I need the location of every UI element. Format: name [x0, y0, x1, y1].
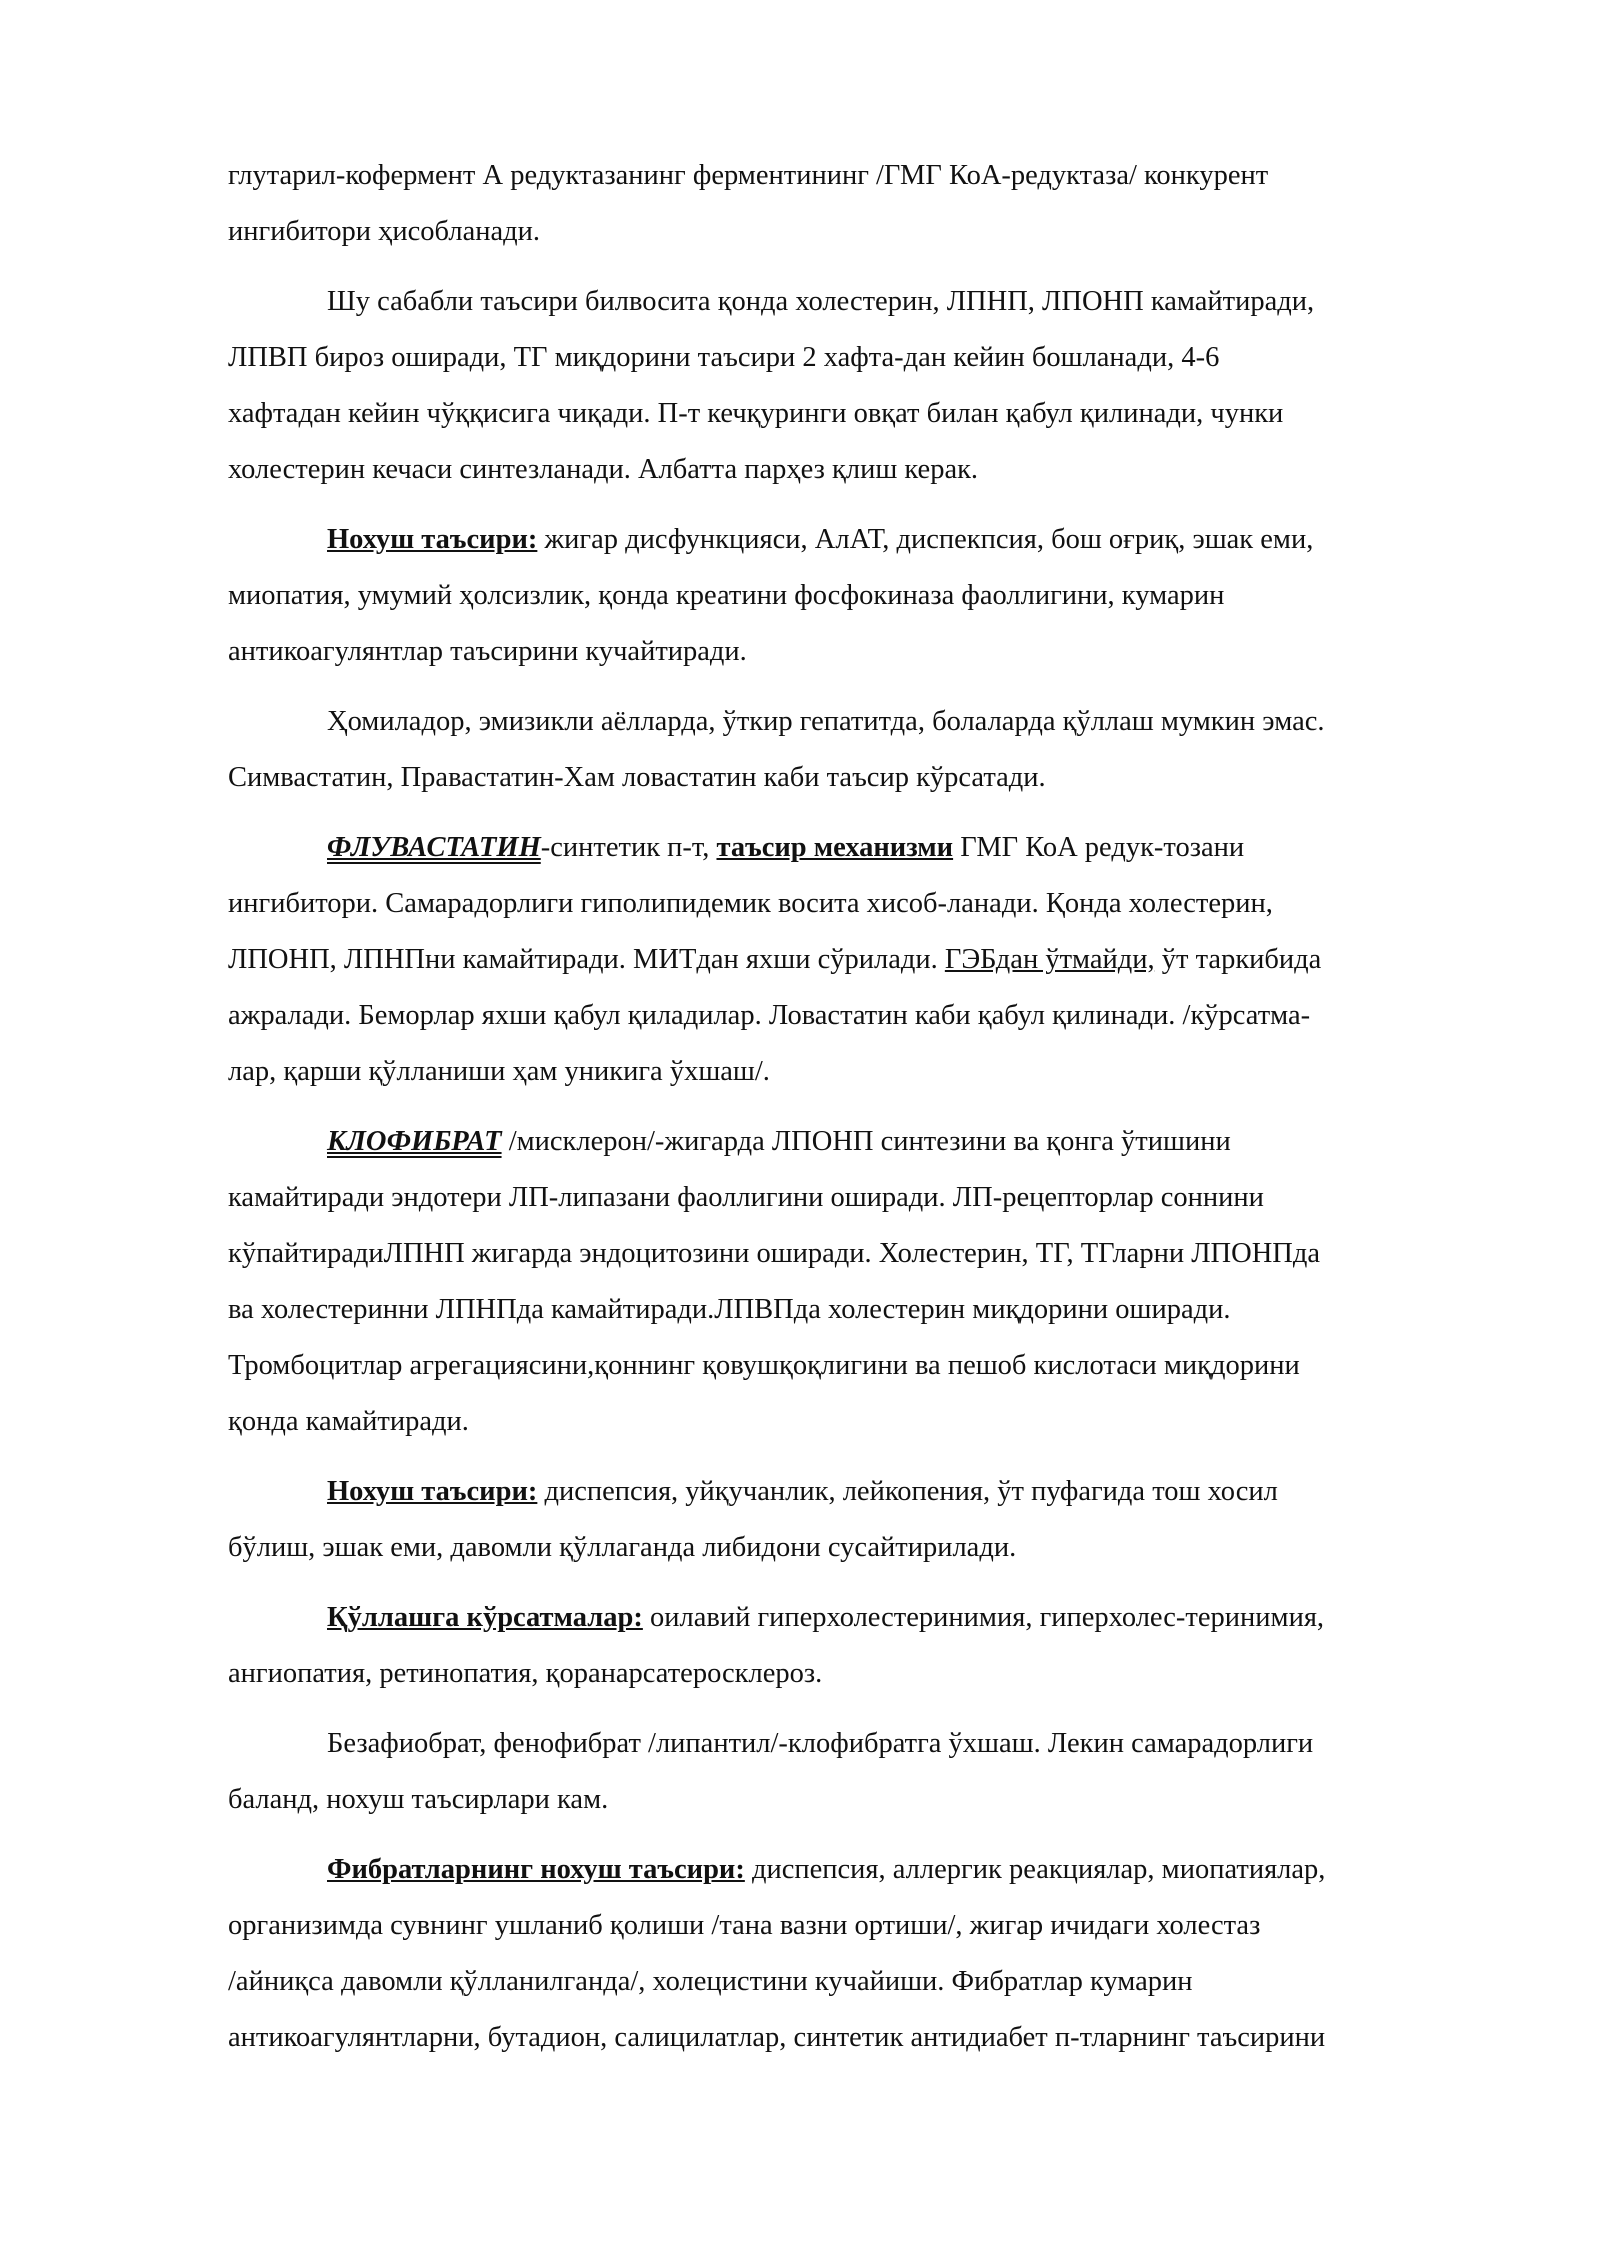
paragraph-side-effects-2	[228, 1464, 1473, 1576]
text-line: Ҳомиладор, эмизикли аёлларда, ўткир гепатитда, болаларда қўллаш мумкин эмас.	[327, 706, 1325, 737]
text-segment: жигар дисфункцияси, АлАТ, диспекпсия, бош оғриқ, эшак еми,	[537, 524, 1314, 555]
text-line: холестерин кечаси синтезланади. Албатта парҳез қлиш керак.	[228, 454, 979, 485]
text-line: Тромбоцитлар агрегациясини,қоннинг қовушқоқлигини ва пешоб кислотаси миқдорини	[228, 1350, 1300, 1381]
text-line: миопатия, умумий ҳолсизлик, қонда креатини фосфокиназа фаоллигини, кумарин	[228, 580, 1225, 611]
text-line: ангиопатия, ретинопатия, қоранарсатеросклероз.	[228, 1658, 823, 1689]
text-line: ингибитори. Самарадорлиги гиполипидемик восита хисоб-ланади. Қонда холестерин,	[228, 888, 1273, 919]
text-line	[228, 820, 1473, 876]
text-line	[228, 1842, 1473, 1898]
document-page	[228, 148, 1473, 2080]
text-segment: -синтетик п-т,	[540, 832, 717, 863]
text-line	[228, 1114, 1473, 1170]
side-effects-heading: Нохуш таъсири:	[327, 524, 538, 555]
text-line: /айниқса давомли қўлланилганда/, холецистини кучайиши. Фибратлар кумарин	[228, 1966, 1193, 1997]
text-line: антикоагулянтларни, бутадион, салицилатлар, синтетик антидиабет п-тларнинг таъсирини	[228, 2022, 1326, 2053]
text-line	[228, 512, 1473, 568]
text-line: баланд, нохуш таъсирлари кам.	[228, 1784, 609, 1815]
paragraph-bezafibrate	[228, 1716, 1473, 1828]
paragraph-contraindications	[228, 694, 1473, 806]
text-line: Безафиобрат, фенофибрат /липантил/-клофибратга ўхшаш. Лекин самарадорлиги	[327, 1728, 1314, 1759]
fluvastatin-heading: ФЛУВАСТАТИН	[327, 832, 541, 863]
mechanism-heading: таъсир механизми	[716, 832, 954, 863]
paragraph-effect	[228, 274, 1473, 498]
paragraph-fluvastatin	[228, 820, 1473, 1100]
text-line: қонда камайтиради.	[228, 1406, 469, 1437]
underlined-text: ГЭБдан ўтмайди,	[944, 944, 1155, 975]
text-line	[228, 1590, 1473, 1646]
text-line: ингибитори ҳисобланади.	[228, 216, 540, 247]
text-line: хафтадан кейин чўққисига чиқади. П-т кечқуринги овқат билан қабул қилинади, чунки	[228, 398, 1284, 429]
paragraph-side-effects	[228, 512, 1473, 680]
text-segment: диспепсия, аллергик реакциялар, миопатиялар,	[744, 1854, 1326, 1885]
text-line: бўлиш, эшак еми, давомли қўллаганда либидони сусайтирилади.	[228, 1532, 1017, 1563]
text-segment: оилавий гиперхолестеринимия, гиперхолес-теринимия,	[642, 1602, 1325, 1633]
text-line: Шу сабабли таъсири билвосита қонда холестерин, ЛПНП, ЛПОНП камайтиради,	[327, 286, 1315, 317]
text-line: камайтиради эндотери ЛП-липазани фаоллигини оширади. ЛП-рецепторлар соннини	[228, 1182, 1264, 1213]
paragraph-glutaryl	[228, 148, 1473, 260]
side-effects-heading: Нохуш таъсири:	[327, 1476, 538, 1507]
text-line: Симвастатин, Правастатин-Хам ловастатин каби таъсир кўрсатади.	[228, 762, 1046, 793]
text-segment: /мисклерон/-жигарда ЛПОНП синтезини ва қонга ўтишини	[501, 1126, 1231, 1157]
text-line	[228, 932, 1473, 988]
text-line: глутарил-кофермент А редуктазанинг ферментининг /ГМГ КоА-редуктаза/ конкурент	[228, 160, 1269, 191]
text-segment: ЛПОНП, ЛПНПни камайтиради. МИТдан яхши сўрилади.	[228, 944, 945, 975]
clofibrate-heading: КЛОФИБРАТ	[327, 1126, 502, 1157]
text-line	[228, 1464, 1473, 1520]
indications-heading: Қўллашга кўрсатмалар:	[327, 1602, 643, 1633]
text-line: ажралади. Беморлар яхши қабул қиладилар. Ловастатин каби қабул қилинади. /кўрсатма-	[228, 1000, 1311, 1031]
text-line: лар, қарши қўлланиши ҳам уникига ўхшаш/.	[228, 1056, 770, 1087]
fibrates-side-effects-heading: Фибратларнинг нохуш таъсири:	[327, 1854, 745, 1885]
text-line: ЛПВП бироз оширади, ТГ миқдорини таъсири 2 хафта-дан кейин бошланади, 4-6	[228, 342, 1220, 373]
text-line: организимда сувнинг ушланиб қолиши /тана вазни ортиши/, жигар ичидаги холестаз	[228, 1910, 1261, 1941]
text-segment: диспепсия, уйқучанлик, лейкопения, ўт пуфагида тош хосил	[537, 1476, 1278, 1507]
text-line: антикоагулянтлар таъсирини кучайтиради.	[228, 636, 747, 667]
paragraph-clofibrate	[228, 1114, 1473, 1450]
paragraph-fibrates-side-effects	[228, 1842, 1473, 2066]
paragraph-indications	[228, 1590, 1473, 1702]
text-line: кўпайтирадиЛПНП жигарда эндоцитозини оширади. Холестерин, ТГ, ТГларни ЛПОНПда	[228, 1238, 1321, 1269]
text-segment: ГМГ КоА редук-тозани	[953, 832, 1245, 863]
text-segment: ўт таркибида	[1154, 944, 1322, 975]
text-line: ва холестеринни ЛПНПда камайтиради.ЛПВПда холестерин миқдорини оширади.	[228, 1294, 1231, 1325]
